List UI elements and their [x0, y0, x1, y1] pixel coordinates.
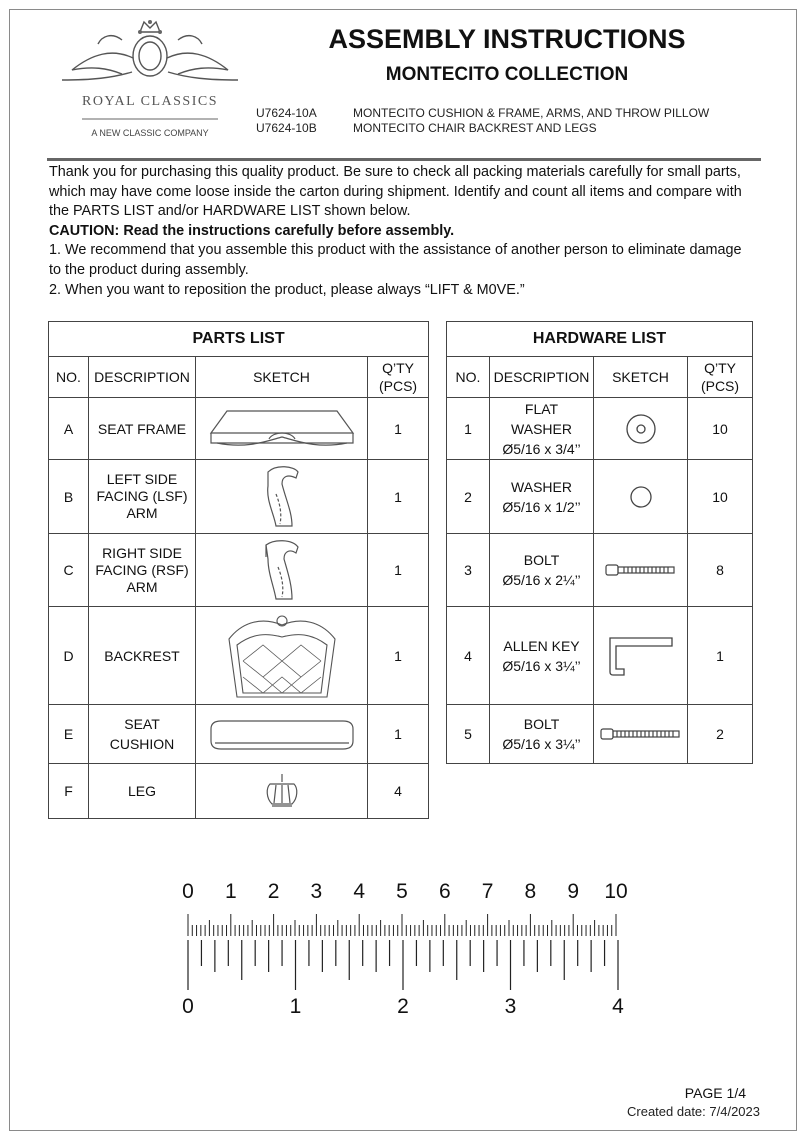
cm-label: 1	[224, 880, 237, 903]
hardware-description	[490, 460, 594, 534]
part-qty: 4	[368, 764, 429, 819]
cm-label: 3	[310, 880, 323, 903]
document-title: ASSEMBLY INSTRUCTIONS	[328, 24, 686, 54]
part-description: LEFT SIDE FACING (LSF) ARM	[89, 460, 196, 534]
cm-label: 2	[267, 880, 280, 903]
hardware-qty: 8	[688, 534, 753, 607]
flat-washer-sketch	[594, 398, 688, 460]
cm-label: 4	[353, 880, 366, 903]
part-description: SEAT CUSHION	[89, 705, 196, 764]
long-bolt-sketch	[594, 705, 688, 764]
collection-subtitle: MONTECITO COLLECTION	[385, 64, 629, 85]
part-qty: 1	[368, 534, 429, 607]
part-qty: 1	[368, 398, 429, 460]
seat-cushion-sketch	[196, 705, 368, 764]
model-description: MONTECITO CUSHION & FRAME, ARMS, AND THROW PILLOW	[353, 106, 710, 120]
allen-key-sketch	[594, 607, 688, 705]
logo-rule	[52, 114, 248, 124]
part-description: LEG	[89, 764, 196, 819]
part-qty: 1	[368, 705, 429, 764]
table-row	[447, 398, 753, 460]
cm-label: 7	[481, 880, 494, 903]
column-header-description: DESCRIPTION	[490, 357, 594, 398]
column-header-no: NO.	[49, 357, 89, 398]
part-no: C	[49, 534, 89, 607]
table-row	[447, 607, 753, 705]
hardware-description	[490, 398, 594, 460]
cm-label: 10	[604, 880, 628, 903]
table-row	[447, 534, 753, 607]
seat-frame-sketch	[196, 398, 368, 460]
hardware-description	[490, 607, 594, 705]
model-description: MONTECITO CHAIR BACKREST AND LEGS	[353, 121, 597, 135]
part-no: A	[49, 398, 89, 460]
table-row	[49, 764, 429, 819]
description-line: BOLT	[523, 552, 560, 568]
hardware-description	[490, 705, 594, 764]
description-line: WASHER	[511, 420, 572, 437]
instruction-item-1: 1. We recommend that you assemble this product with the assistance of another person to eliminate damage to the product during assembly.	[49, 242, 742, 278]
column-header-no: NO.	[447, 357, 490, 398]
logo-brand-name: ROYAL CLASSICS	[81, 94, 218, 109]
description-line: BOLT	[523, 716, 560, 732]
qty-unit-label: (PCS)	[378, 378, 418, 394]
logo-tagline: A NEW CLASSIC COMPANY	[91, 128, 209, 138]
table-row	[49, 398, 429, 460]
column-header-description: DESCRIPTION	[89, 357, 196, 398]
hardware-no: 4	[447, 607, 490, 705]
bolt-sketch	[594, 534, 688, 607]
table-row	[447, 460, 753, 534]
hardware-qty: 10	[688, 398, 753, 460]
model-code: U7624-10A	[256, 106, 317, 120]
cm-label: 8	[524, 880, 537, 903]
inch-label: 3	[504, 995, 517, 1018]
royal-classics-logo	[52, 18, 248, 144]
table-row	[49, 705, 429, 764]
cm-label: 9	[567, 880, 580, 903]
description-line: WASHER	[511, 478, 572, 495]
cm-label: 6	[438, 880, 451, 903]
hardware-no: 3	[447, 534, 490, 607]
left-arm-sketch	[196, 460, 368, 534]
hardware-description	[490, 534, 594, 607]
description-line: Ø5/16 x 2¼’’	[502, 572, 581, 588]
washer-sketch	[594, 460, 688, 534]
part-qty: 1	[368, 607, 429, 705]
qty-label: Q’TY	[704, 360, 736, 376]
part-no: D	[49, 607, 89, 705]
table-row	[49, 460, 429, 534]
column-header-sketch: SKETCH	[196, 357, 368, 398]
part-no: B	[49, 460, 89, 534]
qty-unit-label: (PCS)	[700, 378, 740, 394]
cm-label: 5	[396, 880, 408, 903]
hardware-qty: 10	[688, 460, 753, 534]
hardware-list-title: HARDWARE LIST	[447, 322, 753, 357]
part-qty: 1	[368, 460, 429, 534]
intro-paragraph: Thank you for purchasing this quality product. Be sure to check all packing materials carefully for small parts, which may have come loose inside the carton during shipment. Identify and count all items and compare with the PARTS LIST and/or HARDWARE LIST shown below.	[49, 164, 742, 220]
column-header-sketch: SKETCH	[594, 357, 688, 398]
parts-list-table	[48, 321, 429, 819]
leg-sketch	[196, 764, 368, 819]
hardware-no: 1	[447, 398, 490, 460]
part-no: E	[49, 705, 89, 764]
table-row	[49, 607, 429, 705]
column-header-qty	[368, 357, 429, 398]
model-code: U7624-10B	[256, 121, 317, 135]
part-no: F	[49, 764, 89, 819]
instruction-item-2: 2. When you want to reposition the product, please always “LIFT & M0VE.”	[49, 281, 525, 298]
hardware-no: 2	[447, 460, 490, 534]
table-row	[49, 534, 429, 607]
description-line: FLAT	[524, 400, 559, 417]
hardware-no: 5	[447, 705, 490, 764]
qty-label: Q’TY	[382, 360, 414, 376]
header-divider	[47, 158, 761, 161]
page-number: PAGE 1/4	[684, 1085, 746, 1101]
crown-emblem-icon	[52, 18, 248, 98]
column-header-qty	[688, 357, 753, 398]
part-description: BACKREST	[89, 607, 196, 705]
measurement-ruler	[178, 876, 638, 1022]
created-date: Created date: 7/4/2023	[627, 1104, 760, 1119]
table-row	[447, 705, 753, 764]
description-line: Ø5/16 x 3¼’’	[502, 657, 581, 674]
cm-label: 0	[182, 880, 194, 903]
hardware-qty: 2	[688, 705, 753, 764]
description-line: ALLEN KEY	[503, 637, 580, 654]
description-line: Ø5/16 x 3¼’’	[502, 736, 581, 752]
hardware-list-table	[446, 321, 753, 764]
inch-label: 1	[289, 995, 302, 1018]
inch-label: 0	[182, 995, 194, 1018]
hardware-qty: 1	[688, 607, 753, 705]
intro-text	[49, 163, 749, 300]
description-line: Ø5/16 x 1/2’’	[502, 498, 581, 515]
description-line: Ø5/16 x 3/4’’	[502, 440, 581, 457]
caution-text: CAUTION: Read the instructions carefully before assembly.	[49, 222, 455, 239]
inch-label: 2	[397, 995, 409, 1018]
inch-label: 4	[612, 995, 624, 1018]
part-description: SEAT FRAME	[89, 398, 196, 460]
part-description: RIGHT SIDE FACING (RSF) ARM	[89, 534, 196, 607]
right-arm-sketch	[196, 534, 368, 607]
backrest-sketch	[196, 607, 368, 705]
parts-list-title: PARTS LIST	[49, 322, 429, 357]
